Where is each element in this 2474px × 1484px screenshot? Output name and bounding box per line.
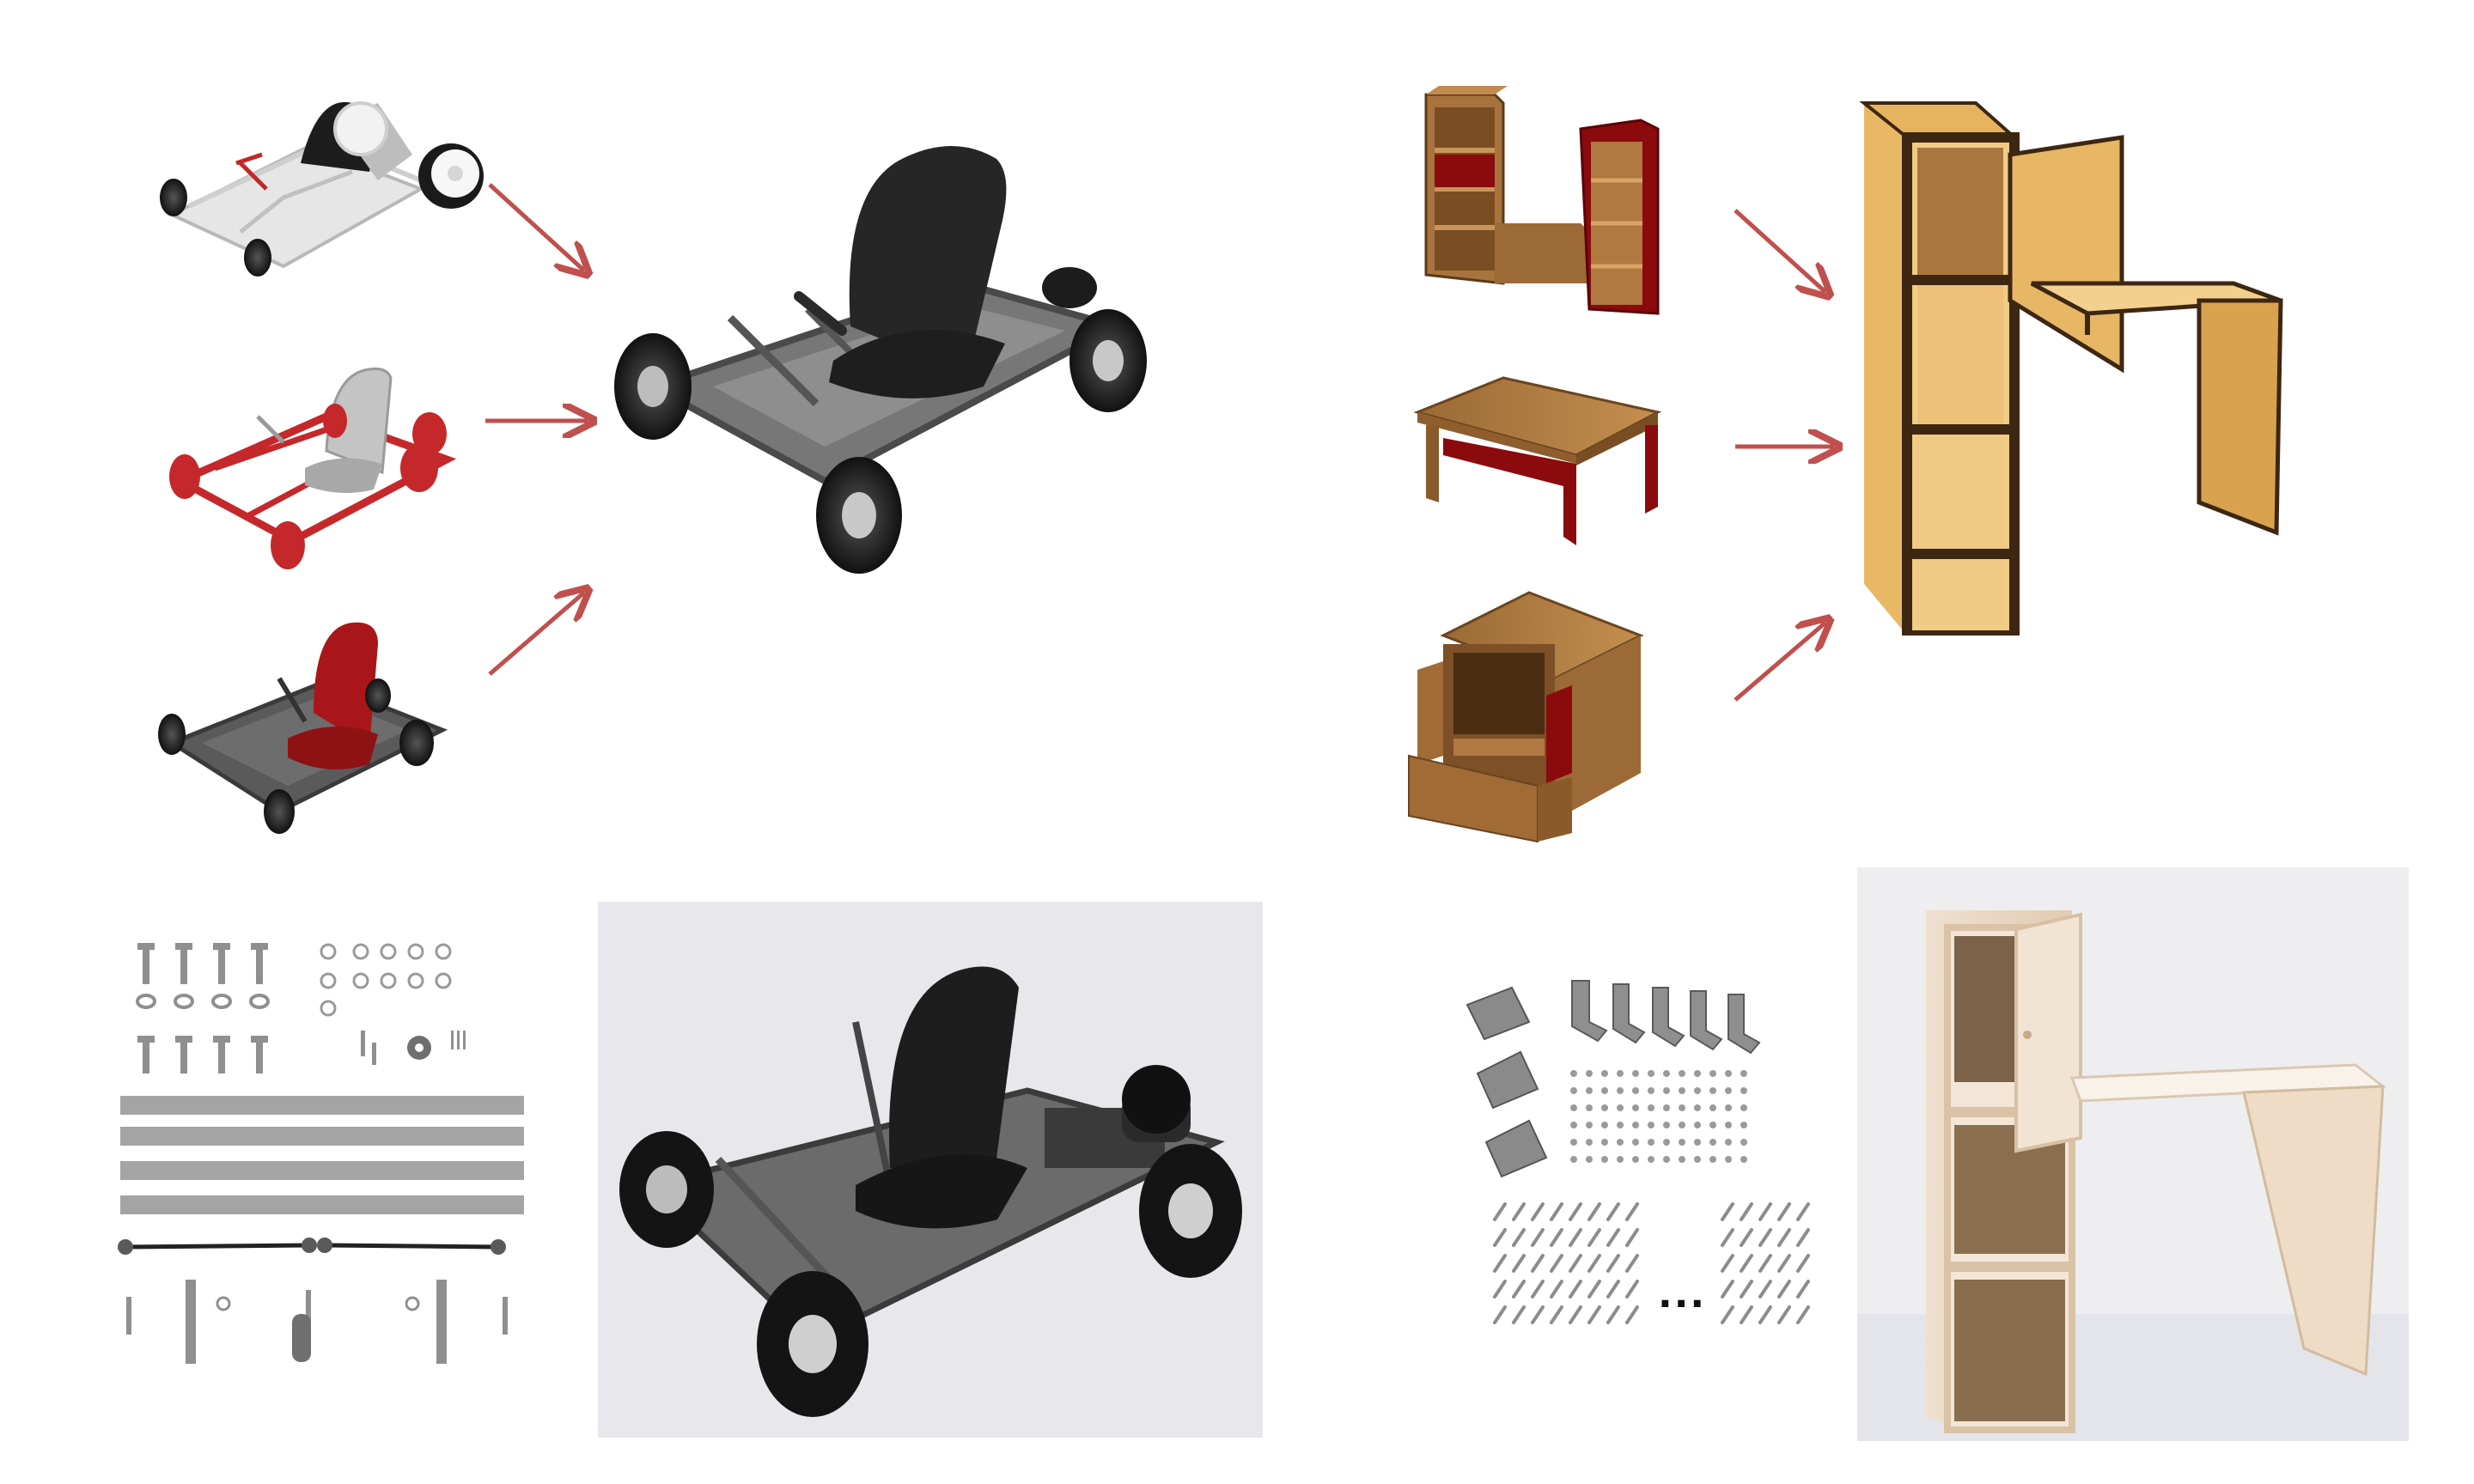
furniture-parts-kit: [1460, 979, 1838, 1357]
furniture-arrows: [1718, 189, 1855, 721]
gokart-parts-kit: [112, 936, 541, 1374]
gokart-arrows: [464, 163, 618, 696]
gokart-photo: [598, 902, 1263, 1438]
furniture-synthesized: [1838, 86, 2371, 636]
furniture-parts-ellipsis: ...: [1658, 1273, 1707, 1317]
gokart-variant-red: [155, 339, 464, 580]
furniture-variant-cabinet: [1400, 584, 1658, 867]
furniture-variant-shelves: [1409, 77, 1684, 326]
gokart-synthesized: [601, 103, 1168, 584]
furniture-photo-illustration: [1857, 867, 2409, 1441]
furniture-parts-panel: [1460, 979, 1838, 1357]
furniture-photo: [1857, 867, 2409, 1441]
furniture-variant-desk: [1409, 361, 1667, 558]
furniture-synthesis-panel: [1237, 0, 2474, 876]
gokart-photo-illustration: [598, 902, 1263, 1438]
gokart-variant-silver: [137, 69, 498, 292]
gokart-variant-redseat: [150, 601, 460, 859]
gokart-parts-panel: [112, 936, 541, 1374]
gokart-synthesis-panel: [0, 0, 1237, 876]
